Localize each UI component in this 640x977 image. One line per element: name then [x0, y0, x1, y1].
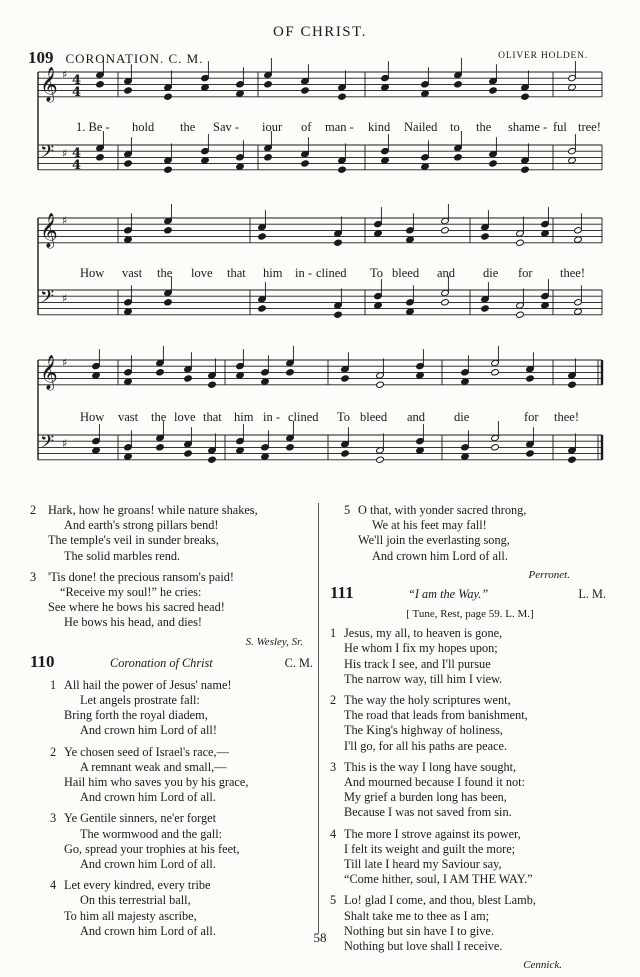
svg-text:𝄢: 𝄢 [40, 142, 55, 167]
right-column [330, 503, 610, 977]
hymn-109-stanza-2: 2 Hark, how he groans! while nature shakes, And earth's strong pillars bend! The temple's veil in sunder breaks, The solid marbles rend. [30, 503, 258, 563]
svg-text:4: 4 [72, 158, 82, 173]
svg-text:𝄞: 𝄞 [40, 355, 58, 390]
hymn-111-stanza-1: 1 Jesus, my all, to heaven is gone, He whom I fix my hopes upon; His track I see, and I'll pursue The narrow way, till him I view. [330, 626, 503, 686]
page-heading: OF CHRIST. [273, 24, 367, 40]
hymn-110-header: 110 Coronation of Christ C. M. [30, 651, 313, 671]
hymn-109-stanza-5: 5 O that, with yonder sacred throng, We at his feet may fall! We'll join the everlasting song, And crown him Lord of all. [344, 503, 527, 563]
svg-text:♯: ♯ [62, 437, 68, 450]
svg-text:𝄞: 𝄞 [40, 67, 58, 102]
svg-text:♯: ♯ [62, 68, 68, 81]
hymn-number: 109 [28, 48, 54, 67]
author-attribution: S. Wesley, Sr. [245, 635, 303, 648]
column-divider [318, 503, 319, 933]
svg-text:𝄞: 𝄞 [40, 213, 58, 248]
svg-text:♯: ♯ [62, 292, 68, 305]
composer: OLIVER HOLDEN. [498, 51, 588, 61]
hymn-110-stanza-3: 3 Ye Gentile sinners, ne'er forget The wormwood and the gall: Go, spread your trophies at his feet, And crown him Lord of all. [50, 811, 240, 872]
svg-text:4: 4 [72, 146, 82, 161]
page-number: 58 [313, 930, 327, 945]
hymn-110-stanza-1: 1 All hail the power of Jesus' name! Let angels prostrate fall: Bring forth the royal diadem, And crown him Lord of all! [50, 677, 232, 738]
svg-text:♯: ♯ [62, 214, 68, 227]
tune-reference: [ Tune, Rest, page 59. L. M.] [406, 608, 534, 621]
hymn-109-stanza-3: 3 'Tis done! the precious ransom's paid! “Receive my soul!” he cries: See where he bows his sacred head! He bows his head, and dies! [30, 569, 235, 630]
tune-title: CORONATION. C. M. [65, 51, 204, 66]
hymn-111-stanza-3: 3 This is the way I long have sought, And mourned because I found it not: My grief a burden long has been, Because I was not saved from sin. [330, 759, 525, 820]
svg-text:𝄢: 𝄢 [40, 287, 55, 312]
hymn-110-stanza-4: 4 Let every kindred, every tribe On this terrestrial ball, To him all majesty ascribe, And crown him Lord of all. [50, 878, 216, 938]
hymn-111-stanza-2: 2 The way the holy scriptures went, The road that leads from banishment, The King's highway of holiness, I'll go, for all his paths are peace. [330, 693, 528, 753]
svg-text:♯: ♯ [62, 356, 68, 369]
svg-text:𝄢: 𝄢 [40, 432, 55, 457]
svg-text:4: 4 [72, 85, 82, 100]
left-column [30, 503, 315, 945]
hymn-111-stanza-5: 5 Lo! glad I come, and thou, blest Lamb, Shalt take me to thee as I am; Nothing but sin have I to give. Nothing but love shall I receive. [330, 893, 536, 954]
svg-text:♯: ♯ [62, 147, 68, 160]
hymn-110-stanza-2: 2 Ye chosen seed of Israel's race,— A remnant weak and small,— Hail him who saves you by his grace, And crown him Lord of all. [50, 744, 249, 805]
hymn-111-header: 111 “I am the Way.” L. M. [330, 583, 606, 603]
author-attribution-2: Perronet. [528, 568, 570, 581]
author-attribution-3: Cennick. [523, 959, 562, 972]
hymn-111-stanza-4: 4 The more I strove against its power, I felt its weight and guilt the more; Till late I heard my Saviour say, “Come hither, soul, I AM THE WAY.” [330, 826, 533, 887]
svg-text:4: 4 [72, 73, 82, 88]
